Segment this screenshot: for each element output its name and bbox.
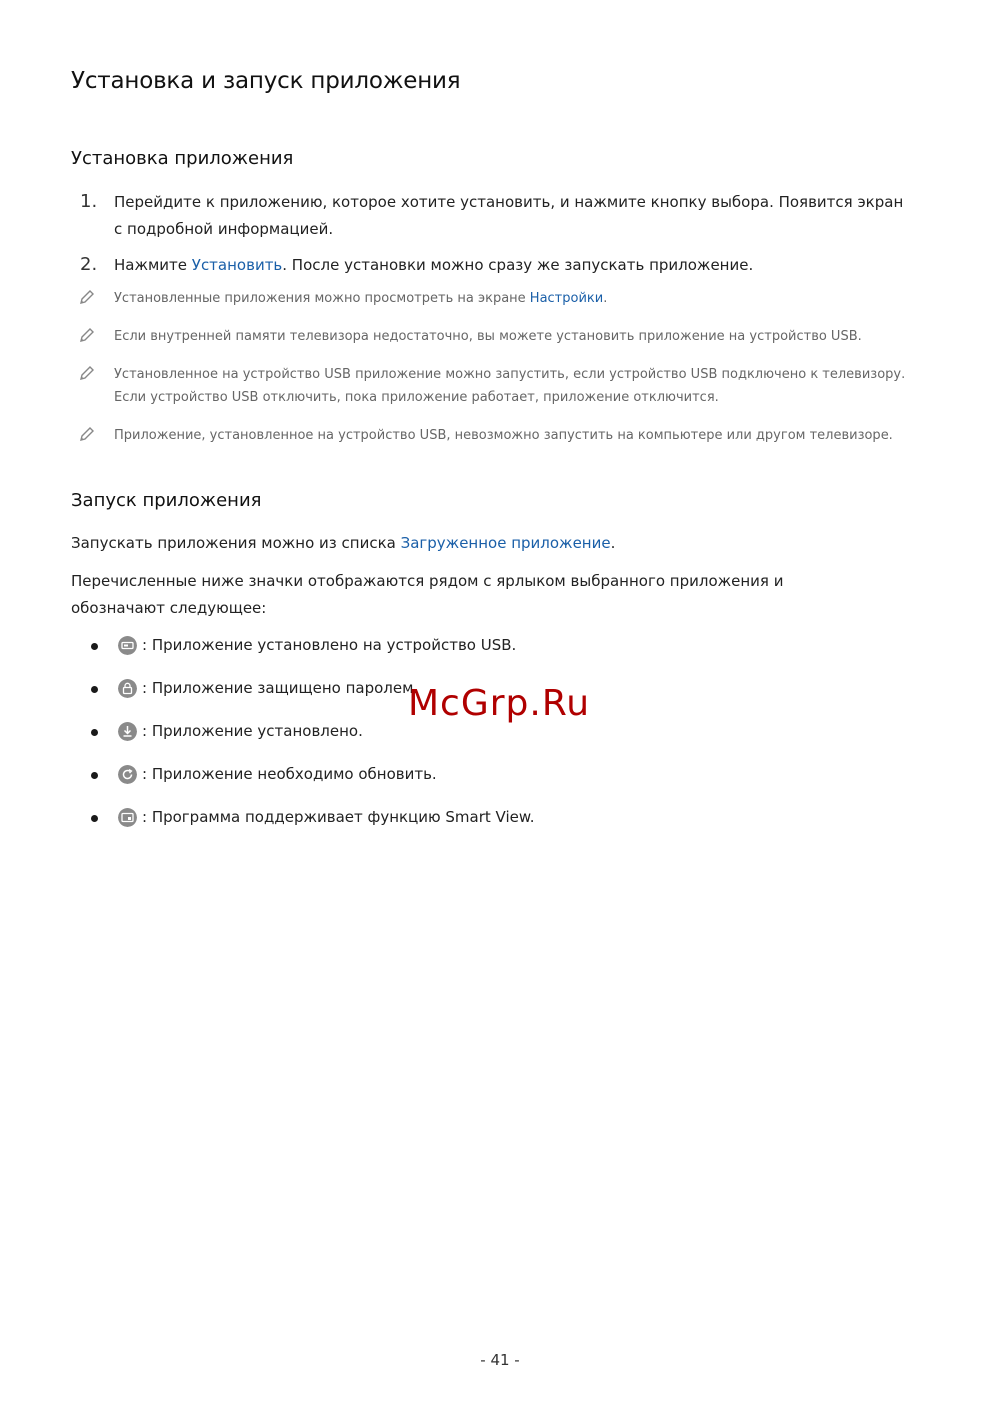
list-bullet: [91, 686, 98, 693]
step-text-part: . После установки можно сразу же запускать приложение.: [282, 256, 754, 274]
list-bullet: [91, 772, 98, 779]
launch-paragraph: [71, 530, 911, 557]
pencil-note-icon: [78, 288, 96, 306]
note-text: Приложение, установленное на устройство USB, невозможно запустить на компьютере или другом телевизоре.: [114, 428, 893, 443]
usb-icon: [118, 636, 137, 655]
page-title: Установка и запуск приложения: [71, 68, 461, 94]
note-text: [114, 287, 914, 310]
launch-heading: Запуск приложения: [71, 490, 262, 511]
lock-icon: [118, 679, 137, 698]
note-text: Если внутренней памяти телевизора недостаточно, вы можете установить приложение на устройство USB.: [114, 329, 862, 344]
download-icon: [118, 722, 137, 741]
launch-paragraph-part: .: [610, 534, 616, 552]
pencil-note-icon: [78, 425, 96, 443]
list-item-text: : Программа поддерживает функцию Smart View.: [142, 808, 535, 826]
smart-view-icon: [118, 808, 137, 827]
pencil-note-icon: [78, 364, 96, 382]
note-text: Установленное на устройство USB приложение можно запустить, если устройство USB подключено к телевизору. Если устройство USB отключить, пока приложение работает, приложение отключится.: [114, 367, 906, 405]
list-item-text: : Приложение защищено паролем.: [142, 679, 419, 697]
step-text-part: Нажмите: [114, 256, 192, 274]
list-item-text: : Приложение установлено на устройство USB.: [142, 636, 517, 654]
pencil-note-icon: [78, 326, 96, 344]
page-number: - 41 -: [480, 1351, 520, 1369]
install-heading: Установка приложения: [71, 148, 294, 169]
step-text: [114, 252, 914, 279]
step-number: 1.: [80, 191, 98, 212]
refresh-icon: [118, 765, 137, 784]
install-link[interactable]: Установить: [191, 256, 283, 274]
note-text-part: Установленные приложения можно просмотреть на экране: [114, 291, 530, 306]
list-bullet: [91, 643, 98, 650]
watermark: McGrp.Ru: [408, 683, 591, 724]
step-text: Перейдите к приложению, которое хотите установить, и нажмите кнопку выбора. Появится экран с подробной информацией.: [114, 193, 904, 238]
list-bullet: [91, 815, 98, 822]
icons-intro-paragraph: Перечисленные ниже значки отображаются рядом с ярлыком выбранного приложения и обозначают следующее:: [71, 572, 784, 617]
downloaded-app-link[interactable]: Загруженное приложение: [400, 534, 611, 552]
step-number: 2.: [80, 254, 98, 275]
note-text-part: .: [603, 291, 608, 306]
list-bullet: [91, 729, 98, 736]
list-item-text: : Приложение установлено.: [142, 722, 363, 740]
launch-paragraph-part: Запускать приложения можно из списка: [71, 534, 401, 552]
list-item-text: : Приложение необходимо обновить.: [142, 765, 437, 783]
settings-link[interactable]: Настройки: [529, 291, 604, 306]
